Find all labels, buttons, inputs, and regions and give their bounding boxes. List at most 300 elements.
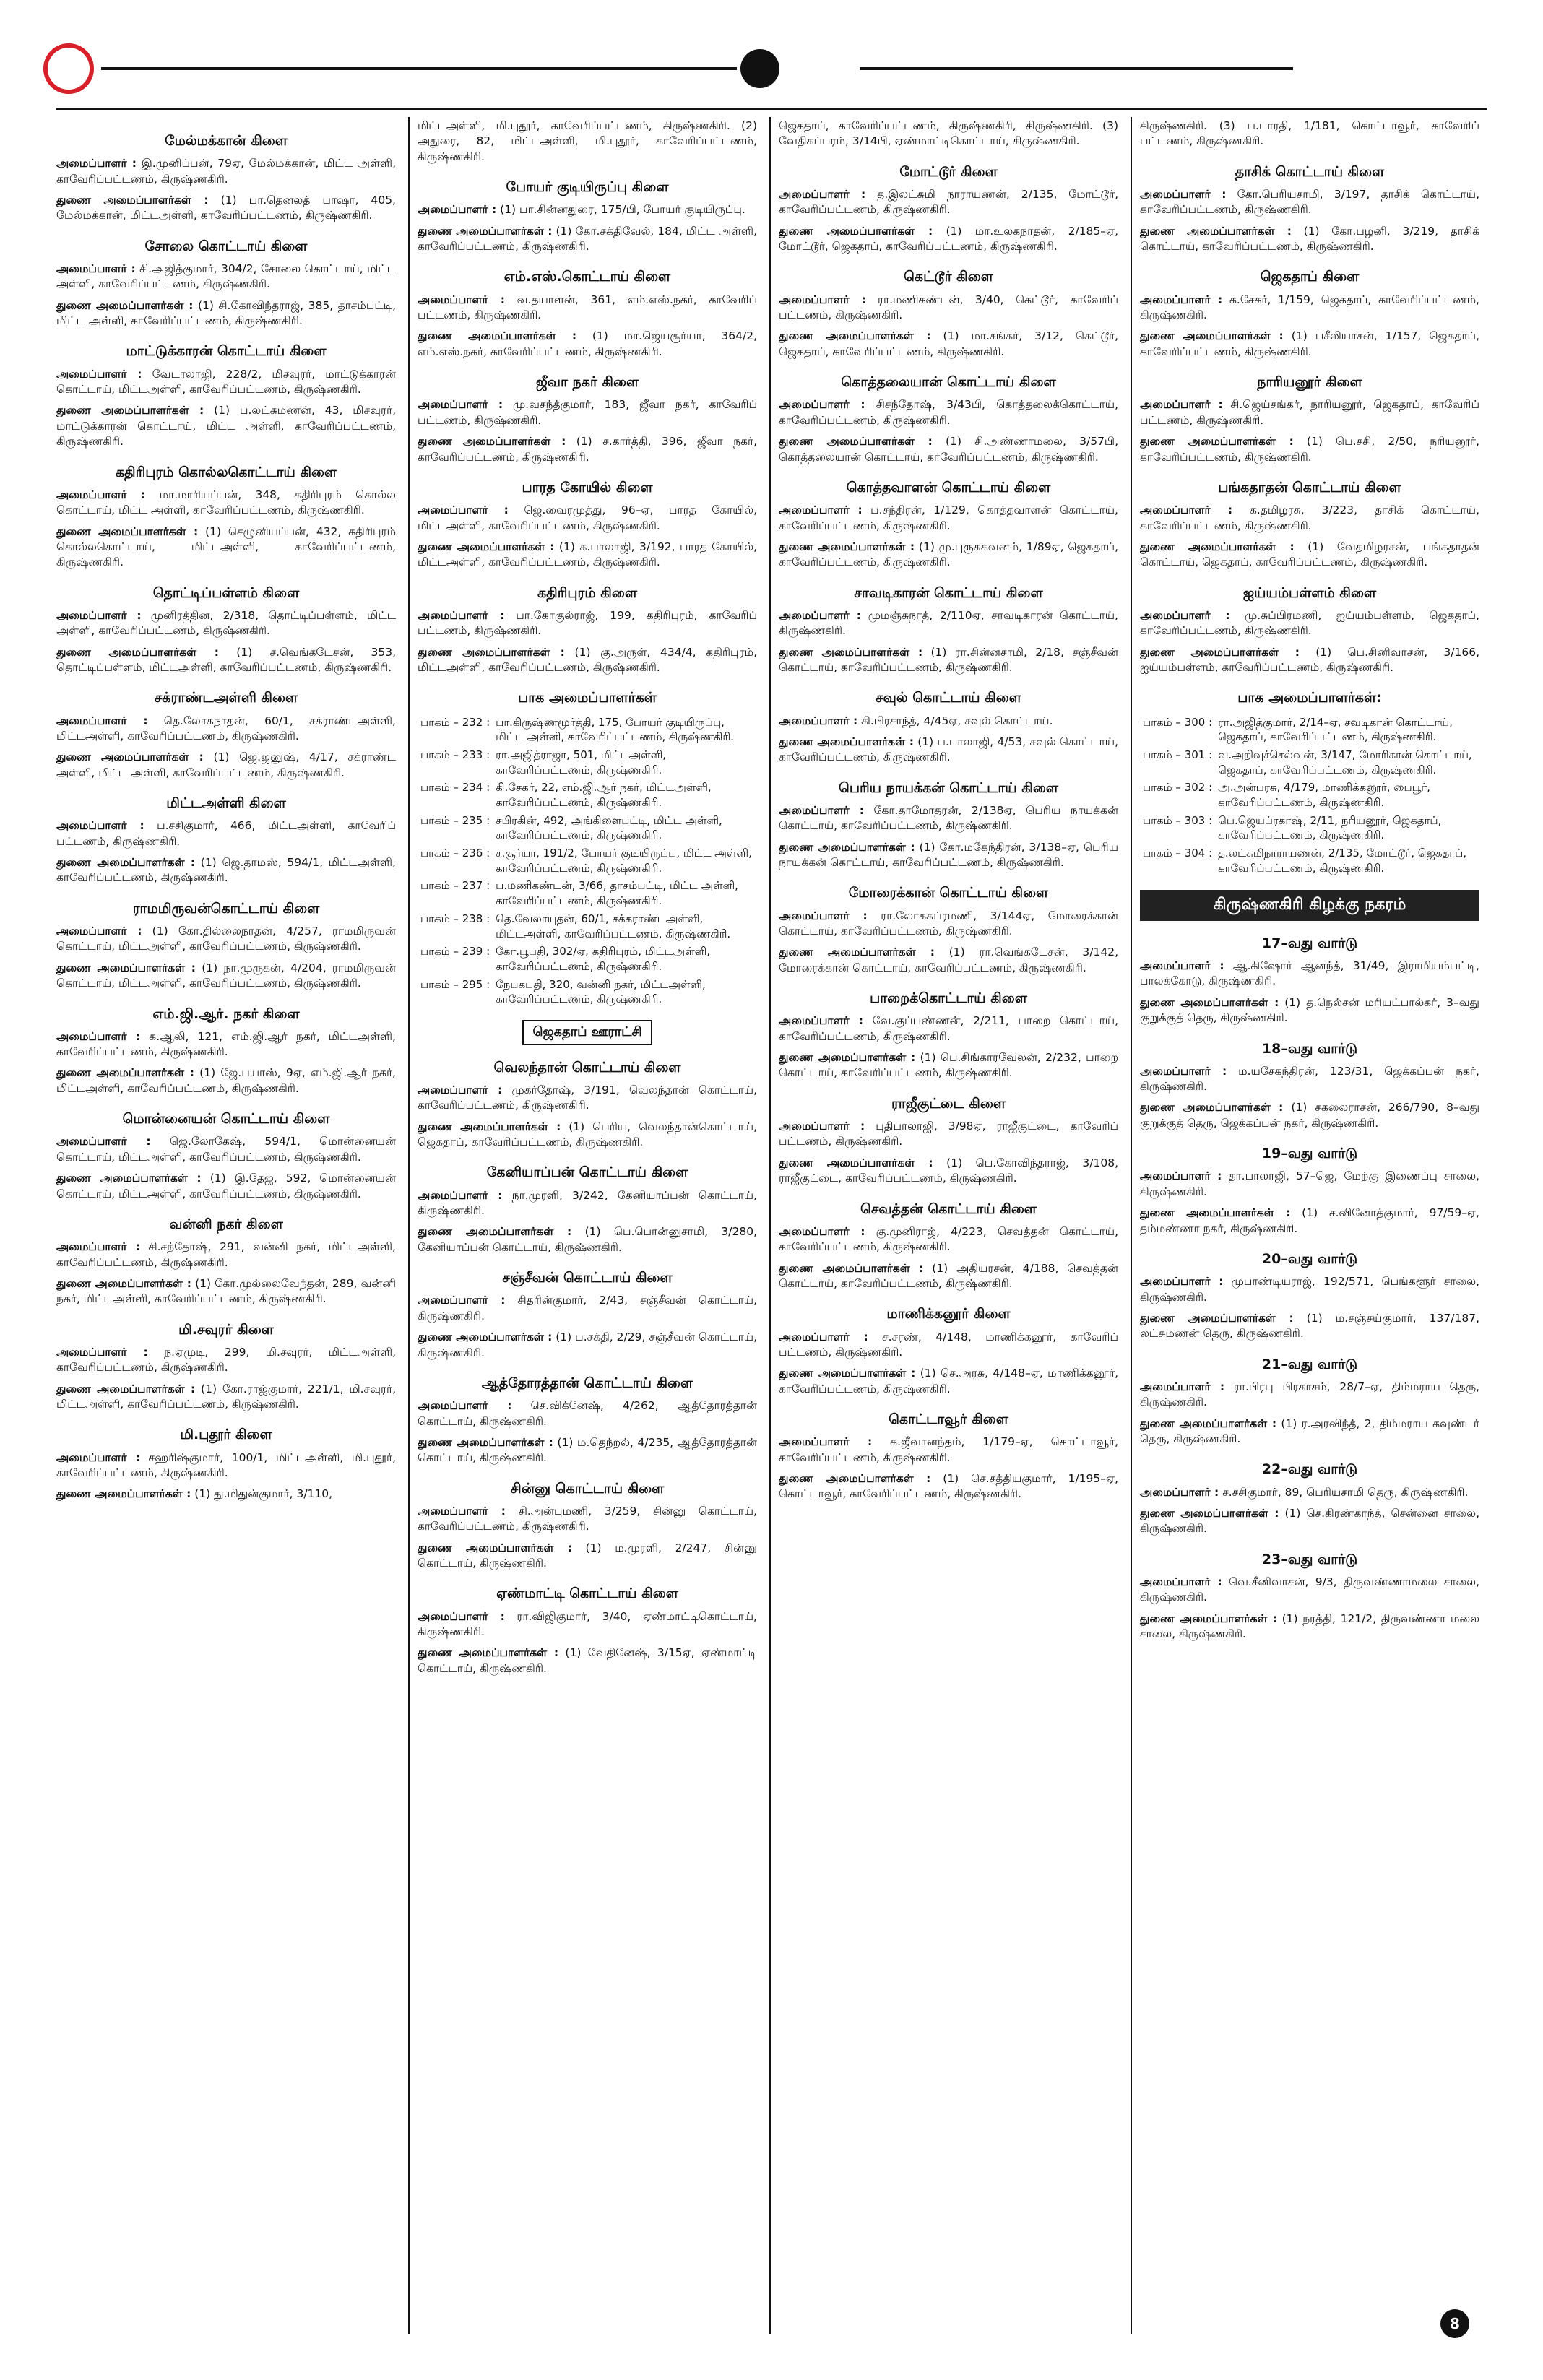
entry-text: துணை அமைப்பாளர்கள் : (1) மா.உலகநாதன், 2/185–ஏ, மோட்டூர், ஜெகதாப், காவேரிப்பட்டணம், கிருஷ்ணகிரி. (779, 224, 1118, 254)
entry-text: அமைப்பாளர் : சி.ஜெய்சங்கர், நாரியனூர், ஜெகதாப், காவேரிப் பட்டணம், கிருஷ்ணகிரி. (1140, 398, 1479, 427)
role-label: அமைப்பாளர் : (418, 203, 497, 217)
entry-text: அமைப்பாளர் : ரா.பிரபு பிரகாசம், 28/7–ஏ, திம்மராய தெரு, கிருஷ்ணகிரி. (1140, 1380, 1479, 1409)
entry-text: துணை அமைப்பாளர்கள் : (1) சி.அண்ணாமலை, 3/57பி, கொத்தலையான் கொட்டாய், காவேரிப்பட்டணம், கிருஷ்ணகிரி. (779, 435, 1118, 464)
table-row (1140, 746, 1479, 779)
party-logo-icon (740, 49, 779, 88)
entry-text: அமைப்பாளர் : முமஞ்சுநாத், 2/110ஏ, சாவடிகாரன் கொட்டாய், கிருஷ்ணகிரி. (779, 608, 1118, 638)
branch-heading: மோட்டூர் கிளை (899, 163, 998, 180)
entry-text: துணை அமைப்பாளர்கள் : (1) வேதினேஷ், 3/15ஏ, ஏண்மாட்டி கொட்டாய், கிருஷ்ணகிரி. (418, 1646, 757, 1675)
entry-text: அமைப்பாளர் : சி.சந்தோஷ், 291, வன்னி நகர், மிட்டஅள்ளி, காவேரிப்பட்டணம், கிருஷ்ணகிரி. (56, 1240, 396, 1269)
entry-text: துணை அமைப்பாளர்கள் : (1) கோ.முல்லைவேந்தன், 289, வன்னி நகர், மிட்டஅள்ளி, காவேரிப்பட்டணம், கிருஷ்ணகிரி. (56, 1276, 396, 1306)
branch-heading: கொட்டாவூர் கிளை (889, 1411, 1008, 1427)
branch-heading: கொத்தவாளன் கொட்டாய் கிளை (846, 479, 1051, 496)
booth-entry: த.லட்சுமிநாராயணன், 2/135, மோட்டூர், ஜெகதாப், காவேரிப்பட்டணம், கிருஷ்ணகிரி. (1218, 847, 1467, 875)
entry-text: அமைப்பாளர் : ச.சரண், 4/148, மாணிக்கனூர், காவேரிப் பட்டணம், கிருஷ்ணகிரி. (779, 1330, 1118, 1359)
column-4 (1140, 118, 1479, 2336)
entry-text: அமைப்பாளர் : சிதரின்குமார், 2/43, சஞ்சீவன் கொட்டாய், கிருஷ்ணகிரி. (418, 1294, 757, 1323)
branch-heading: பாக அமைப்பாளர்கள்: (1237, 690, 1382, 706)
role-label: அமைப்பாளர் : (56, 1135, 151, 1148)
branch-heading: கதிரிபுரம் கிளை (537, 584, 637, 601)
role-label: அமைப்பாளர் : (56, 819, 144, 833)
role-label: அமைப்பாளர் : (1140, 503, 1233, 517)
entry-text: ஜெகதாப், காவேரிப்பட்டணம், கிருஷ்ணகிரி, கிருஷ்ணகிரி. (3) வேதிகப்பரம், 3/14பி, ஏண்மாட்டிகொட்டாய், கிருஷ்ணகிரி. (779, 119, 1118, 148)
role-label: துணை அமைப்பாளர்கள் : (56, 524, 199, 538)
booth-number: பாகம் – 235 : (420, 813, 490, 827)
role-label: துணை அமைப்பாளர்கள் : (779, 945, 935, 959)
entry-text: துணை அமைப்பாளர்கள் : (1) ச.வினோத்குமார், 97/59–ஏ, தம்மண்ணா நகர், கிருஷ்ணகிரி. (1140, 1206, 1479, 1235)
entry-text: அமைப்பாளர் : ம.யசேகந்திரன், 123/31, ஜெக்கப்பன் நகர், கிருஷ்ணகிரி. (1140, 1064, 1479, 1094)
entry-text: அமைப்பாளர் : ப.சந்திரன், 1/129, கொத்தவாளன் கொட்டாய், காவேரிப்பட்டணம், கிருஷ்ணகிரி. (779, 503, 1118, 532)
role-label: அமைப்பாளர் : (418, 398, 503, 412)
entry-text: துணை அமைப்பாளர்கள் : (1) நரத்தி, 121/2, திருவண்ணா மலை சாலை, கிருஷ்ணகிரி. (1140, 1611, 1479, 1641)
table-row (418, 714, 757, 746)
role-label: துணை அமைப்பாளர்கள் : (779, 1471, 931, 1485)
entry-text: துணை அமைப்பாளர்கள் : (1) அதியரசன், 4/188, செவத்தன் கொட்டாய், காவேரிப்பட்டணம், கிருஷ்ணகிரி. (779, 1261, 1118, 1290)
entry-text: துணை அமைப்பாளர்கள் : (1) பசீலியாசன், 1/157, ஜெகதாப், காவேரிப்பட்டணம், கிருஷ்ணகிரி. (1140, 329, 1479, 358)
table-row (418, 812, 757, 844)
role-label: அமைப்பாளர் : (418, 503, 509, 517)
branch-heading: போயர் குடியிருப்பு கிளை (506, 179, 669, 196)
entry-text: துணை அமைப்பாளர்கள் : (1) செ.சத்தியகுமார், 1/195–ஏ, கொட்டாவூர், காவேரிப்பட்டணம், கிருஷ்ணகிரி. (779, 1471, 1118, 1501)
role-label: துணை அமைப்பாளர்கள் : (418, 1541, 572, 1554)
entry-text: அமைப்பாளர் : (1) பா.சின்னதுரை, 175/பி, போயர் குடியிருப்பு. (418, 203, 745, 217)
booth-number: பாகம் – 233 : (420, 748, 490, 761)
role-label: துணை அமைப்பாளர்கள் : (779, 1367, 916, 1380)
booth-entry: கோ.பூபதி, 302/ஏ, கதிரிபுரம், மிட்டஅள்ளி, காவேரிப்பட்டணம், கிருஷ்ணகிரி. (496, 945, 710, 973)
page-number: 8 (1440, 2309, 1469, 2338)
entry-text: துணை அமைப்பாளர்கள் : (1) பா.தெனலத் பாஷா, 405, மேல்மக்கான், மிட்டஅள்ளி, காவேரிப்பட்டணம், கிருஷ்ணகிரி. (56, 193, 396, 222)
masthead (43, 43, 1500, 94)
role-label: துணை அமைப்பாளர்கள் : (1140, 1416, 1277, 1430)
branch-heading: 22–வது வார்டு (1261, 1461, 1358, 1478)
booth-number: பாகம் – 237 : (420, 879, 490, 893)
role-label: அமைப்பாளர் : (56, 488, 146, 501)
column-divider (769, 117, 771, 2334)
branch-heading: ஜெகதாப் கிளை (1260, 269, 1360, 285)
role-label: அமைப்பாளர் : (779, 714, 858, 727)
branch-heading: கொத்தலையான் கொட்டாய் கிளை (841, 374, 1056, 391)
branch-heading: எம்.எஸ்.கொட்டாய் கிளை (503, 269, 671, 285)
branch-heading: மி.புதூர் கிளை (180, 1427, 272, 1443)
entry-text: துணை அமைப்பாளர்கள் : (1) மா.சங்கர், 3/12, கெட்டூர், ஜெகதாப், காவேரிப்பட்டணம், கிருஷ்ணகிரி. (779, 329, 1118, 358)
role-label: அமைப்பாளர் : (1140, 1380, 1225, 1393)
table-row (418, 877, 757, 909)
role-label: துணை அமைப்பாளர்கள் : (779, 1156, 933, 1169)
branch-heading: ராஜீகுட்டை கிளை (891, 1095, 1006, 1112)
entry-text: துணை அமைப்பாளர்கள் : (1) ம.முரளி, 2/247, சின்னு கொட்டாய், கிருஷ்ணகிரி. (418, 1541, 757, 1570)
role-label: துணை அமைப்பாளர்கள் : (779, 435, 933, 449)
booth-number: பாகம் – 238 : (420, 912, 490, 925)
entry-text: அமைப்பாளர் : வ.தயாளன், 361, எம்.எஸ்.நகர், காவேரிப் பட்டணம், கிருஷ்ணகிரி. (418, 293, 757, 322)
branch-heading: சக்ராண்டஅள்ளி கிளை (154, 690, 298, 706)
role-label: துணை அமைப்பாளர்கள் : (56, 298, 194, 312)
branch-heading: 23–வது வார்டு (1261, 1551, 1358, 1567)
red-circle-ornament (43, 43, 94, 94)
role-label: துணை அமைப்பாளர்கள் : (56, 1172, 202, 1185)
entry-text: துணை அமைப்பாளர்கள் : (1) பெ.சினிவாசன், 3/166, ஐய்யம்பள்ளம், காவேரிப்பட்டணம், கிருஷ்ணகிரி. (1140, 645, 1479, 674)
booth-number: பாகம் – 236 : (420, 847, 490, 860)
entry-text: அமைப்பாளர் : கு.முனிராஜ், 4/223, செவத்தன் கொட்டாய், காவேரிப்பட்டணம், கிருஷ்ணகிரி. (779, 1224, 1118, 1254)
role-label: அமைப்பாளர் : (56, 925, 142, 938)
entry-text: அமைப்பாளர் : பா.கோகுல்ராஜ், 199, கதிரிபுரம், காவேரிப் பட்டணம், கிருஷ்ணகிரி. (418, 608, 757, 638)
role-label: துணை அமைப்பாளர்கள் : (1140, 1611, 1277, 1625)
role-label: துணை அமைப்பாளர்கள் : (779, 735, 914, 748)
entry-text: அமைப்பாளர் : ஜெ.லோகேஷ், 594/1, மொன்னையன் கொட்டாய், மிட்டஅள்ளி, காவேரிப்பட்டணம், கிருஷ்ணகிரி. (56, 1135, 396, 1164)
entry-text: துணை அமைப்பாளர்கள் : (1) ச.கார்த்தி, 396, ஜீவா நகர், காவேரிப்பட்டணம், கிருஷ்ணகிரி. (418, 435, 757, 464)
entry-text: துணை அமைப்பாளர்கள் : (1) கு.அருள், 434/4, கதிரிபுரம், மிட்டஅள்ளி, காவேரிப்பட்டணம், கிருஷ்ணகிரி. (418, 645, 757, 674)
branch-heading: சின்னு கொட்டாய் கிளை (510, 1480, 665, 1497)
branch-heading: பாறைக்கொட்டாய் கிளை (870, 990, 1027, 1007)
entry-text: அமைப்பாளர் : சி.அஜித்குமார், 304/2, சோலை கொட்டாய், மிட்ட அள்ளி, காவேரிப்பட்டணம், கிருஷ்ணகிரி. (56, 261, 396, 291)
entry-text: அமைப்பாளர் : தா.பாலாஜி, 57–ஜெ, மேற்கு இணைப்பு சாலை, கிருஷ்ணகிரி. (1140, 1169, 1479, 1198)
entry-text: துணை அமைப்பாளர்கள் : (1) கோ.பழனி, 3/219, தாசிக் கொட்டாய், காவேரிப்பட்டணம், கிருஷ்ணகிரி. (1140, 224, 1479, 254)
role-label: துணை அமைப்பாளர்கள் : (418, 435, 566, 449)
entry-text: அமைப்பாளர் : முனிரத்தின, 2/318, தொட்டிப்பள்ளம், மிட்ட அள்ளி, காவேரிப்பட்டணம், கிருஷ்ணகிரி. (56, 608, 396, 638)
role-label: அமைப்பாளர் : (779, 909, 868, 922)
entry-text: துணை அமைப்பாளர்கள் : (1) து.மிதுன்குமார், 3/110, (56, 1487, 333, 1501)
entry-text: துணை அமைப்பாளர்கள் : (1) கோ.ராஜ்குமார், 221/1, மி.சவுரர், மிட்டஅள்ளி, காவேரிப்பட்டணம், கிருஷ்ணகிரி. (56, 1382, 396, 1411)
role-label: துணை அமைப்பாளர்கள் : (1140, 645, 1300, 659)
entry-text: அமைப்பாளர் : ஜெ.வைரமுத்து, 96–ஏ, பாரத கோயில், மிட்டஅள்ளி, காவேரிப்பட்டணம், கிருஷ்ணகிரி. (418, 503, 757, 532)
entry-text: துணை அமைப்பாளர்கள் : (1) ப.பாலாஜி, 4/53, சவுல் கொட்டாய், காவேரிப்பட்டணம், கிருஷ்ணகிரி. (779, 735, 1118, 764)
booth-number: பாகம் – 239 : (420, 945, 490, 959)
branch-heading: மிட்டஅள்ளி கிளை (166, 795, 286, 812)
booth-entry: ச.சூர்யா, 191/2, போயர் குடியிருப்பு, மிட்ட அள்ளி, காவேரிப்பட்டணம், கிருஷ்ணகிரி. (496, 847, 752, 875)
role-label: துணை அமைப்பாளர்கள் : (1140, 1506, 1279, 1520)
entry-text: துணை அமைப்பாளர்கள் : (1) ஜே.பயாஸ், 9ஏ, எம்.ஜி.ஆர் நகர், மிட்டஅள்ளி, காவேரிப்பட்டணம், கிருஷ்ணகிரி. (56, 1066, 396, 1095)
entry-text: அமைப்பாளர் : ச.சசிகுமார், 89, பெரியசாமி தெரு, கிருஷ்ணகிரி. (1140, 1485, 1469, 1499)
entry-text: அமைப்பாளர் : நா.முரளி, 3/242, கேனியாப்பன் கொட்டாய், கிருஷ்ணகிரி. (418, 1188, 757, 1218)
branch-heading: மோரைக்கான் கொட்டாய் கிளை (848, 885, 1049, 901)
role-label: அமைப்பாளர் : (779, 1014, 863, 1028)
role-label: துணை அமைப்பாளர்கள் : (779, 224, 933, 238)
entry-text: அமைப்பாளர் : வே.குப்பண்ணன், 2/211, பாறை கொட்டாய், காவேரிப்பட்டணம், கிருஷ்ணகிரி. (779, 1014, 1118, 1043)
branch-heading: ஜீவா நகர் கிளை (535, 374, 639, 391)
entry-text: அமைப்பாளர் : ந.ஏமுடி, 299, மி.சவுரர், மிட்டஅள்ளி, காவேரிப்பட்டணம், கிருஷ்ணகிரி. (56, 1345, 396, 1375)
role-label: அமைப்பாளர் : (779, 1120, 865, 1133)
entry-text: அமைப்பாளர் : ப.சசிகுமார், 466, மிட்டஅள்ளி, காவேரிப் பட்டணம், கிருஷ்ணகிரி. (56, 819, 396, 848)
branch-heading: எம்.ஜி.ஆர். நகர் கிளை (152, 1005, 300, 1022)
entry-text: துணை அமைப்பாளர்கள் : (1) ஜெ.தாமஸ், 594/1, மிட்டஅள்ளி, காவேரிப்பட்டணம், கிருஷ்ணகிரி. (56, 856, 396, 885)
role-label: துணை அமைப்பாளர்கள் : (56, 1066, 194, 1080)
booth-number: பாகம் – 301 : (1143, 748, 1213, 761)
entry-text: அமைப்பாளர் : கோ.தாமோதரன், 2/138ஏ, பெரிய நாயக்கன் கொட்டாய், காவேரிப்பட்டணம், கிருஷ்ணகிரி. (779, 803, 1118, 833)
branch-heading: மொன்னையன் கொட்டாய் கிளை (122, 1111, 330, 1128)
entry-text: அமைப்பாளர் : ரா.மணிகண்டன், 3/40, கெட்டூர், காவேரிப் பட்டணம், கிருஷ்ணகிரி. (779, 293, 1118, 322)
column-3 (779, 118, 1118, 2336)
page-body (56, 108, 1487, 2345)
role-label: துணை அமைப்பாளர்கள் : (1140, 1311, 1294, 1325)
role-label: துணை அமைப்பாளர்கள் : (56, 645, 219, 659)
role-label: அமைப்பாளர் : (56, 157, 137, 170)
branch-heading: பெரிய நாயக்கன் கொட்டாய் கிளை (839, 779, 1058, 796)
role-label: அமைப்பாளர் : (418, 1188, 503, 1202)
role-label: அமைப்பாளர் : (779, 503, 863, 517)
branch-heading: சஞ்சீவன் கொட்டாய் கிளை (502, 1270, 673, 1286)
booth-number: பாகம் – 232 : (420, 715, 490, 729)
entry-text: அமைப்பாளர் : சஹரிஷ்குமார், 100/1, மிட்டஅள்ளி, மி.புதூர், காவேரிப்பட்டணம், கிருஷ்ணகிரி. (56, 1450, 396, 1479)
branch-heading: சவுல் கொட்டாய் கிளை (876, 690, 1021, 706)
booth-entry: பெ.ஜெயப்ரகாஷ், 2/11, நரியனூர், ஜெகதாப், காவேரிப்பட்டணம், கிருஷ்ணகிரி. (1218, 813, 1442, 842)
booth-entry: ரா.அஜித்ராஜா, 501, மிட்டஅள்ளி, காவேரிப்பட்டணம், கிருஷ்ணகிரி. (496, 748, 667, 776)
booth-entry: சபிரகின், 492, அங்கிளைபட்டி, மிட்ட அள்ளி, காவேரிப்பட்டணம், கிருஷ்ணகிரி. (496, 813, 722, 842)
role-label: அமைப்பாளர் : (56, 1029, 141, 1043)
role-label: அமைப்பாளர் : (418, 1399, 512, 1413)
role-label: அமைப்பாளர் : (56, 1240, 140, 1254)
role-label: துணை அமைப்பாளர்கள் : (418, 645, 565, 659)
branch-heading: 18–வது வார்டு (1261, 1040, 1358, 1057)
entry-text: துணை அமைப்பாளர்கள் : (1) ரா.வெங்கடேசன், 3/142, மோரைக்கான் கொட்டாய், காவேரிப்பட்டணம், கிருஷ்ணகிரி. (779, 945, 1118, 974)
role-label: அமைப்பாளர் : (418, 1294, 506, 1307)
entry-text: அமைப்பாளர் : புதிபாலாஜி, 3/98ஏ, ராஜீகுட்டை, காவேரிப் பட்டணம், கிருஷ்ணகிரி. (779, 1120, 1118, 1148)
entry-text: துணை அமைப்பாளர்கள் : (1) வேதமிழரசன், பங்கதாதன் கொட்டாய், ஜெகதாப், காவேரிப்பட்டணம், கிருஷ்ணகிரி. (1140, 540, 1479, 569)
role-label: அமைப்பாளர் : (56, 1345, 148, 1359)
role-label: அமைப்பாளர் : (418, 1504, 506, 1518)
role-label: துணை அமைப்பாளர்கள் : (779, 540, 915, 553)
booth-number: பாகம் – 303 : (1143, 813, 1213, 827)
masthead-rule-right (860, 67, 1293, 70)
role-label: துணை அமைப்பாளர்கள் : (1140, 1101, 1284, 1115)
role-label: துணை அமைப்பாளர்கள் : (418, 329, 577, 343)
booth-entry: ப.மணிகண்டன், 3/66, தாசம்பட்டி, மிட்ட அள்ளி, காவேரிப்பட்டணம், கிருஷ்ணகிரி. (496, 879, 738, 908)
role-label: அமைப்பாளர் : (1140, 959, 1224, 973)
role-label: அமைப்பாளர் : (779, 187, 866, 201)
role-label: துணை அமைப்பாளர்கள் : (779, 1051, 916, 1065)
entry-text: துணை அமைப்பாளர்கள் : (1) மா.ஜெயசூர்யா, 364/2, எம்.எஸ்.நகர், காவேரிப்பட்டணம், கிருஷ்ணகிரி. (418, 329, 757, 358)
role-label: அமைப்பாளர் : (418, 1609, 505, 1623)
branch-heading: வெலந்தான் கொட்டாய் கிளை (493, 1059, 681, 1076)
role-label: அமைப்பாளர் : (779, 803, 864, 817)
entry-text: துணை அமைப்பாளர்கள் : (1) பெரிய, வெலந்தான்கொட்டாய், ஜெகதாப், காவேரிப்பட்டணம், கிருஷ்ணகிரி. (418, 1120, 757, 1149)
entry-text: அமைப்பாளர் : த.இலட்சுமி நாராயணன், 2/135, மோட்டூர், காவேரிப்பட்டணம், கிருஷ்ணகிரி. (779, 187, 1118, 217)
role-label: அமைப்பாளர் : (56, 261, 136, 275)
entry-text: துணை அமைப்பாளர்கள் : (1) பெ.சிங்காரவேலன், 2/232, பாறை கொட்டாய், காவேரிப்பட்டணம், கிருஷ்ணகிரி. (779, 1051, 1118, 1080)
table-row (418, 844, 757, 877)
role-label: துணை அமைப்பாளர்கள் : (1140, 995, 1279, 1009)
entry-text: அமைப்பாளர் : மா.மாரியப்பன், 348, கதிரிபுரம் கொல்ல கொட்டாய், மிட்ட அள்ளி, காவேரிப்பட்டணம், கிருஷ்ணகிரி. (56, 488, 396, 517)
role-label: அமைப்பாளர் : (779, 398, 865, 412)
role-label: அமைப்பாளர் : (779, 1435, 873, 1449)
role-label: துணை அமைப்பாளர்கள் : (418, 1120, 561, 1133)
role-label: துணை அமைப்பாளர்கள் : (1140, 329, 1284, 343)
column-1 (56, 118, 396, 2336)
entry-text: துணை அமைப்பாளர்கள் : (1) ரா.சின்னசாமி, 2/18, சஞ்சீவன் கொட்டாய், காவேரிப்பட்டணம், கிருஷ்ணகிரி. (779, 645, 1118, 674)
branch-heading: ஆத்தோரத்தான் கொட்டாய் கிளை (481, 1375, 693, 1391)
booth-entry: நேபகபதி, 320, வன்னி நகர், மிட்டஅள்ளி, காவேரிப்பட்டணம், கிருஷ்ணகிரி. (496, 977, 706, 1006)
role-label: துணை அமைப்பாளர்கள் : (56, 193, 209, 207)
role-label: அமைப்பாளர் : (418, 1083, 503, 1096)
entry-text: அமைப்பாளர் : கி.பிரசாந்த், 4/45ஏ, சவுல் கொட்டாய். (779, 714, 1053, 727)
booth-entry: தெ.வேலாயுதன், 60/1, சக்கராண்டஅள்ளி, மிட்டஅள்ளி, காவேரிப்பட்டணம், கிருஷ்ணகிரி. (496, 912, 731, 940)
entry-text: அமைப்பாளர் : க.சேகர், 1/159, ஜெகதாப், காவேரிப்பட்டணம், கிருஷ்ணகிரி. (1140, 293, 1479, 322)
role-label: அமைப்பாளர் : (418, 608, 505, 622)
entry-text: அமைப்பாளர் : (1) கோ.தில்லைநாதன், 4/257, ராமமிருவன் கொட்டாய், மிட்டஅள்ளி, காவேரிப்பட்டணம், கிருஷ்ணகிரி. (56, 925, 396, 953)
booth-number: பாகம் – 304 : (1143, 847, 1213, 860)
entry-text: அமைப்பாளர் : கோ.பெரியசாமி, 3/197, தாசிக் கொட்டாய், காவேரிப்பட்டணம், கிருஷ்ணகிரி. (1140, 187, 1479, 217)
role-label: துணை அமைப்பாளர்கள் : (418, 1646, 559, 1660)
table-row (418, 746, 757, 779)
branch-heading: மேல்மக்கான் கிளை (165, 133, 288, 149)
entry-text: அமைப்பாளர் : மு.வசந்த்குமார், 183, ஜீவா நகர், காவேரிப் பட்டணம், கிருஷ்ணகிரி. (418, 398, 757, 427)
role-label: துணை அமைப்பாளர்கள் : (1140, 435, 1294, 449)
booth-number: பாகம் – 300 : (1143, 715, 1213, 729)
entry-text: மிட்டஅள்ளி, மி.புதூர், காவேரிப்பட்டணம், கிருஷ்ணகிரி. (2) அதுரை, 82, மிட்டஅள்ளி, மி.புதூர், காவேரிப்பட்டணம், கிருஷ்ணகிரி. (418, 119, 757, 163)
role-label: அமைப்பாளர் : (1140, 187, 1227, 201)
entry-text: கிருஷ்ணகிரி. (3) ப.பாரதி, 1/181, கொட்டாவூர், காவேரிப் பட்டணம், கிருஷ்ணகிரி. (1140, 119, 1479, 148)
role-label: அமைப்பாளர் : (779, 293, 866, 306)
role-label: அமைப்பாளர் : (56, 608, 142, 622)
branch-heading: ஐய்யம்பள்ளம் கிளை (1242, 584, 1377, 601)
branch-heading: ஏண்மாட்டி கொட்டாய் கிளை (496, 1585, 678, 1602)
entry-text: துணை அமைப்பாளர்கள் : (1) செ.கிரண்காந்த், சென்னை சாலை, கிருஷ்ணகிரி. (1140, 1506, 1479, 1536)
role-label: அமைப்பாளர் : (56, 1450, 140, 1464)
entry-text: துணை அமைப்பாளர்கள் : (1) ஜெ.ஜனுஷ், 4/17, சக்ராண்ட அள்ளி, மிட்ட அள்ளி, காவேரிப்பட்டணம், கிருஷ்ணகிரி. (56, 750, 396, 779)
entry-text: அமைப்பாளர் : வேடாலாஜி, 228/2, மிசவுரர், மாட்டுக்காரன் கொட்டாய், மிட்டஅள்ளி, காவேரிப்பட்டணம், கிருஷ்ணகிரி. (56, 367, 396, 397)
entry-text: துணை அமைப்பாளர்கள் : (1) சகலைராசன், 266/790, 8–வது குறுக்குத் தெரு, ஜெக்கப்பன் நகர், கிருஷ்ணகிரி. (1140, 1101, 1479, 1130)
table-row (1140, 844, 1479, 877)
entry-text: துணை அமைப்பாளர்கள் : (1) ப.சக்தி, 2/29, சஞ்சீவன் கொட்டாய், கிருஷ்ணகிரி. (418, 1330, 757, 1359)
branch-heading: தாசிக் கொட்டாய் கிளை (1235, 163, 1385, 180)
role-label: துணை அமைப்பாளர்கள் : (1140, 224, 1292, 238)
role-label: துணை அமைப்பாளர்கள் : (1140, 540, 1295, 553)
role-label: துணை அமைப்பாளர்கள் : (56, 1276, 191, 1290)
branch-heading: சோலை கொட்டாய் கிளை (144, 238, 308, 254)
area-banner: கிருஷ்ணகிரி கிழக்கு நகரம் (1140, 890, 1479, 920)
entry-text: துணை அமைப்பாளர்கள் : (1) கோ.மகேந்திரன், 3/138–ஏ, பெரிய நாயக்கன் கொட்டாய், காவேரிப்பட்டணம், கிருஷ்ணகிரி. (779, 840, 1118, 870)
branch-heading: கெட்டூர் கிளை (904, 269, 993, 285)
booth-entry: கி.சேகர், 22, எம்.ஜி.ஆர் நகர், மிட்டஅள்ளி, காவேரிப்பட்டணம், கிருஷ்ணகிரி. (496, 781, 712, 809)
entry-text: அமைப்பாளர் : க.தமிழரசு, 3/223, தாசிக் கொட்டாய், காவேரிப்பட்டணம், கிருஷ்ணகிரி. (1140, 503, 1479, 532)
branch-heading: பாரத கோயில் கிளை (522, 479, 653, 496)
role-label: அமைப்பாளர் : (1140, 293, 1223, 306)
booth-number: பாகம் – 234 : (420, 781, 490, 795)
entry-text: அமைப்பாளர் : முபாண்டியராஜ், 192/571, பெங்களூர் சாலை, கிருஷ்ணகிரி. (1140, 1275, 1479, 1304)
branch-heading: ராமமிருவன்கொட்டாய் கிளை (132, 900, 320, 917)
branch-heading: சாவடிகாரன் கொட்டாய் கிளை (854, 584, 1043, 601)
branch-heading: 17–வது வார்டு (1261, 935, 1358, 951)
column-divider (1131, 117, 1132, 2334)
role-label: அமைப்பாளர் : (1140, 608, 1230, 622)
section-boxed-heading: ஜெகதாப் ஊராட்சி (522, 1020, 652, 1045)
table-row (1140, 714, 1479, 746)
role-label: அமைப்பாளர் : (1140, 398, 1223, 412)
masthead-rule-left (101, 67, 737, 70)
column-2 (418, 118, 757, 2336)
branch-heading: தொட்டிப்பள்ளம் கிளை (152, 584, 300, 601)
role-label: அமைப்பாளர் : (779, 1224, 865, 1238)
role-label: துணை அமைப்பாளர்கள் : (418, 540, 555, 553)
entry-text: அமைப்பாளர் : சிசந்தோஷ், 3/43பி, கொத்தலைக்கொட்டாய், காவேரிப்பட்டணம், கிருஷ்ணகிரி. (779, 398, 1118, 427)
role-label: துணை அமைப்பாளர்கள் : (418, 224, 553, 238)
entry-text: துணை அமைப்பாளர்கள் : (1) கோ.சக்திவேல், 184, மிட்ட அள்ளி, காவேரிப்பட்டணம், கிருஷ்ணகிரி. (418, 224, 757, 254)
branch-heading: நாரியனூர் கிளை (1257, 374, 1362, 391)
branch-heading: செவத்தன் கொட்டாய் கிளை (860, 1200, 1037, 1217)
entry-text: அமைப்பாளர் : செ.விக்னேஷ், 4/262, ஆத்தோரத்தான் கொட்டாய், கிருஷ்ணகிரி. (418, 1399, 757, 1428)
role-label: துணை அமைப்பாளர்கள் : (56, 1382, 196, 1395)
booth-entry: வ.அறிவுச்செல்வன், 3/147, மோரிகான் கொட்டாய், ஜெகதாப், காவேரிப்பட்டணம், கிருஷ்ணகிரி. (1218, 748, 1472, 776)
role-label: அமைப்பாளர் : (56, 714, 148, 727)
entry-text: அமைப்பாளர் : வெ.சீனிவாசன், 9/3, திருவண்ணாமலை சாலை, கிருஷ்ணகிரி. (1140, 1575, 1479, 1604)
branch-heading: கேனியாப்பன் கொட்டாய் கிளை (486, 1164, 688, 1181)
role-label: அமைப்பாளர் : (779, 608, 861, 622)
entry-text: அமைப்பாளர் : சி.அன்புமணி, 3/259, சின்னு கொட்டாய், காவேரிப்பட்டணம், கிருஷ்ணகிரி. (418, 1504, 757, 1533)
entry-text: துணை அமைப்பாளர்கள் : (1) பெ.பொன்னுசாமி, 3/280, கேனியாப்பன் கொட்டாய், கிருஷ்ணகிரி. (418, 1225, 757, 1254)
role-label: துணை அமைப்பாளர்கள் : (56, 1487, 191, 1501)
role-label: அமைப்பாளர் : (418, 293, 505, 306)
table-row (418, 779, 757, 811)
entry-text: அமைப்பாளர் : ஆ.கிஷோர் ஆனந்த், 31/49, இராமியம்பட்டி, பாலக்கோடு, கிருஷ்ணகிரி. (1140, 959, 1479, 988)
table-row (1140, 812, 1479, 844)
entry-text: துணை அமைப்பாளர்கள் : (1) த.நெல்சன் மரியட்பால்கர், 3–வது குறுக்குத் தெரு, கிருஷ்ணகிரி. (1140, 995, 1479, 1025)
entry-text: துணை அமைப்பாளர்கள் : (1) மு.புருசுகவனம், 1/89ஏ, ஜெகதாப், காவேரிப்பட்டணம், கிருஷ்ணகிரி. (779, 540, 1118, 569)
branch-heading: பங்கதாதன் கொட்டாய் கிளை (1218, 479, 1401, 496)
entry-text: துணை அமைப்பாளர்கள் : (1) பெ.கோவிந்தராஜ், 3/108, ராஜீகுட்டை, காவேரிப்பட்டணம், கிருஷ்ணகிரி. (779, 1156, 1118, 1185)
table-row (418, 943, 757, 975)
branch-heading: மி.சவுரர் கிளை (178, 1321, 274, 1338)
entry-text: துணை அமைப்பாளர்கள் : (1) ம.தெந்றல், 4/235, ஆத்தோரத்தான் கொட்டாய், கிருஷ்ணகிரி. (418, 1435, 757, 1465)
entry-text: துணை அமைப்பாளர்கள் : (1) சி.கோவிந்தராஜ், 385, தாசம்பட்டி, மிட்ட அள்ளி, காவேரிப்பட்டணம், கிருஷ்ணகிரி. (56, 298, 396, 328)
booth-entry: பா.கிருஷ்ணமூர்த்தி, 175, போயர் குடியிருப்பு, மிட்ட அள்ளி, காவேரிப்பட்டணம், கிருஷ்ணகிரி. (496, 715, 734, 744)
booth-table (418, 714, 757, 1008)
table-row (418, 910, 757, 943)
entry-text: துணை அமைப்பாளர்கள் : (1) ம.சஞ்சய்குமார், 137/187, லட்சுமணன் தெரு, கிருஷ்ணகிரி. (1140, 1311, 1479, 1341)
entry-text: அமைப்பாளர் : க.ஆலி, 121, எம்.ஜி.ஆர் நகர், மிட்டஅள்ளி, காவேரிப்பட்டணம், கிருஷ்ணகிரி. (56, 1029, 396, 1059)
branch-heading: கதிரிபுரம் கொல்லகொட்டாய் கிளை (115, 464, 337, 480)
role-label: அமைப்பாளர் : (1140, 1169, 1222, 1183)
entry-text: அமைப்பாளர் : முகர்தோஷ், 3/191, வெலந்தான் கொட்டாய், காவேரிப்பட்டணம், கிருஷ்ணகிரி. (418, 1083, 757, 1112)
branch-heading: 21–வது வார்டு (1261, 1356, 1358, 1372)
entry-text: துணை அமைப்பாளர்கள் : (1) ர.அரவிந்த், 2, திம்மராய கவுண்டர் தெரு, கிருஷ்ணகிரி. (1140, 1416, 1479, 1446)
column-divider (408, 117, 410, 2334)
entry-text: துணை அமைப்பாளர்கள் : (1) நா.முருகன், 4/204, ராமமிருவன் கொட்டாய், மிட்டஅள்ளி, காவேரிப்பட்டணம், கிருஷ்ணகிரி. (56, 961, 396, 990)
entry-text: அமைப்பாளர் : ரா.லோகசுப்ரமணி, 3/144ஏ, மோரைக்கான் கொட்டாய், காவேரிப்பட்டணம், கிருஷ்ணகிரி. (779, 909, 1118, 938)
role-label: அமைப்பாளர் : (1140, 1575, 1222, 1588)
entry-text: துணை அமைப்பாளர்கள் : (1) இ.தேஜ, 592, மொன்னையன் கொட்டாய், மிட்டஅள்ளி, காவேரிப்பட்டணம், கிருஷ்ணகிரி. (56, 1172, 396, 1200)
role-label: துணை அமைப்பாளர்கள் : (56, 961, 196, 974)
booth-entry: ரா.அஜித்குமார், 2/14–ஏ, சவடிகான் கொட்டாய், ஜெகதாப், காவேரிப்பட்டணம், கிருஷ்ணகிரி. (1218, 715, 1453, 744)
entry-text: துணை அமைப்பாளர்கள் : (1) ப.லட்சுமணன், 43, மிசவுரர், மாட்டுக்காரன் கொட்டாய், மிட்ட அள்ளி, காவேரிப்பட்டணம், கிருஷ்ணகிரி. (56, 404, 396, 449)
entry-text: அமைப்பாளர் : மு.சுப்பிரமணி, ஐய்யம்பள்ளம், ஜெகதாப், காவேரிப்பட்டணம், கிருஷ்ணகிரி. (1140, 608, 1479, 638)
table-row (1140, 779, 1479, 811)
entry-text: அமைப்பாளர் : ரா.விஜிகுமார், 3/40, ஏண்மாட்டிகொட்டாய், கிருஷ்ணகிரி. (418, 1609, 757, 1638)
role-label: அமைப்பாளர் : (1140, 1064, 1227, 1078)
role-label: துணை அமைப்பாளர்கள் : (418, 1330, 553, 1344)
role-label: துணை அமைப்பாளர்கள் : (56, 856, 196, 870)
branch-heading: பாக அமைப்பாளர்கள் (518, 690, 657, 706)
role-label: அமைப்பாளர் : (1140, 1485, 1219, 1499)
branch-heading: 20–வது வார்டு (1261, 1250, 1358, 1267)
role-label: துணை அமைப்பாளர்கள் : (779, 645, 923, 659)
entry-text: அமைப்பாளர் : தெ.லோகநாதன், 60/1, சக்ராண்டஅள்ளி, மிட்டஅள்ளி, காவேரிப்பட்டணம், கிருஷ்ணகிரி. (56, 714, 396, 743)
table-row (418, 976, 757, 1008)
entry-text: துணை அமைப்பாளர்கள் : (1) ச.வெங்கடேசன், 353, தொட்டிப்பள்ளம், மிட்டஅள்ளி, காவேரிப்பட்டணம், கிருஷ்ணகிரி. (56, 645, 396, 674)
role-label: துணை அமைப்பாளர்கள் : (56, 404, 204, 417)
role-label: துணை அமைப்பாளர்கள் : (779, 1261, 924, 1275)
booth-number: பாகம் – 295 : (420, 977, 490, 991)
entry-text: துணை அமைப்பாளர்கள் : (1) க.பாலாஜி, 3/192, பாரத கோயில், மிட்டஅள்ளி, காவேரிப்பட்டணம், கிருஷ்ணகிரி. (418, 540, 757, 569)
branch-heading: மாட்டுக்காரன் கொட்டாய் கிளை (126, 343, 327, 360)
branch-heading: மாணிக்கனூர் கிளை (886, 1306, 1011, 1323)
booth-table (1140, 714, 1479, 878)
branch-heading: 19–வது வார்டு (1261, 1146, 1358, 1162)
role-label: அமைப்பாளர் : (1140, 1275, 1224, 1289)
role-label: துணை அமைப்பாளர்கள் : (418, 1225, 572, 1239)
entry-text: துணை அமைப்பாளர்கள் : (1) செ.அரசு, 4/148–ஏ, மாணிக்கனூர், காவேரிப்பட்டணம், கிருஷ்ணகிரி. (779, 1367, 1118, 1395)
branch-heading: வன்னி நகர் கிளை (169, 1216, 283, 1232)
entry-text: துணை அமைப்பாளர்கள் : (1) பெ.சசி, 2/50, நரியனூர், காவேரிப்பட்டணம், கிருஷ்ணகிரி. (1140, 435, 1479, 464)
entry-text: அமைப்பாளர் : இ.முனிப்பன், 79ஏ, மேல்மக்கான், மிட்ட அள்ளி, காவேரிப்பட்டணம், கிருஷ்ணகிரி. (56, 157, 396, 186)
role-label: துணை அமைப்பாளர்கள் : (418, 1435, 553, 1449)
